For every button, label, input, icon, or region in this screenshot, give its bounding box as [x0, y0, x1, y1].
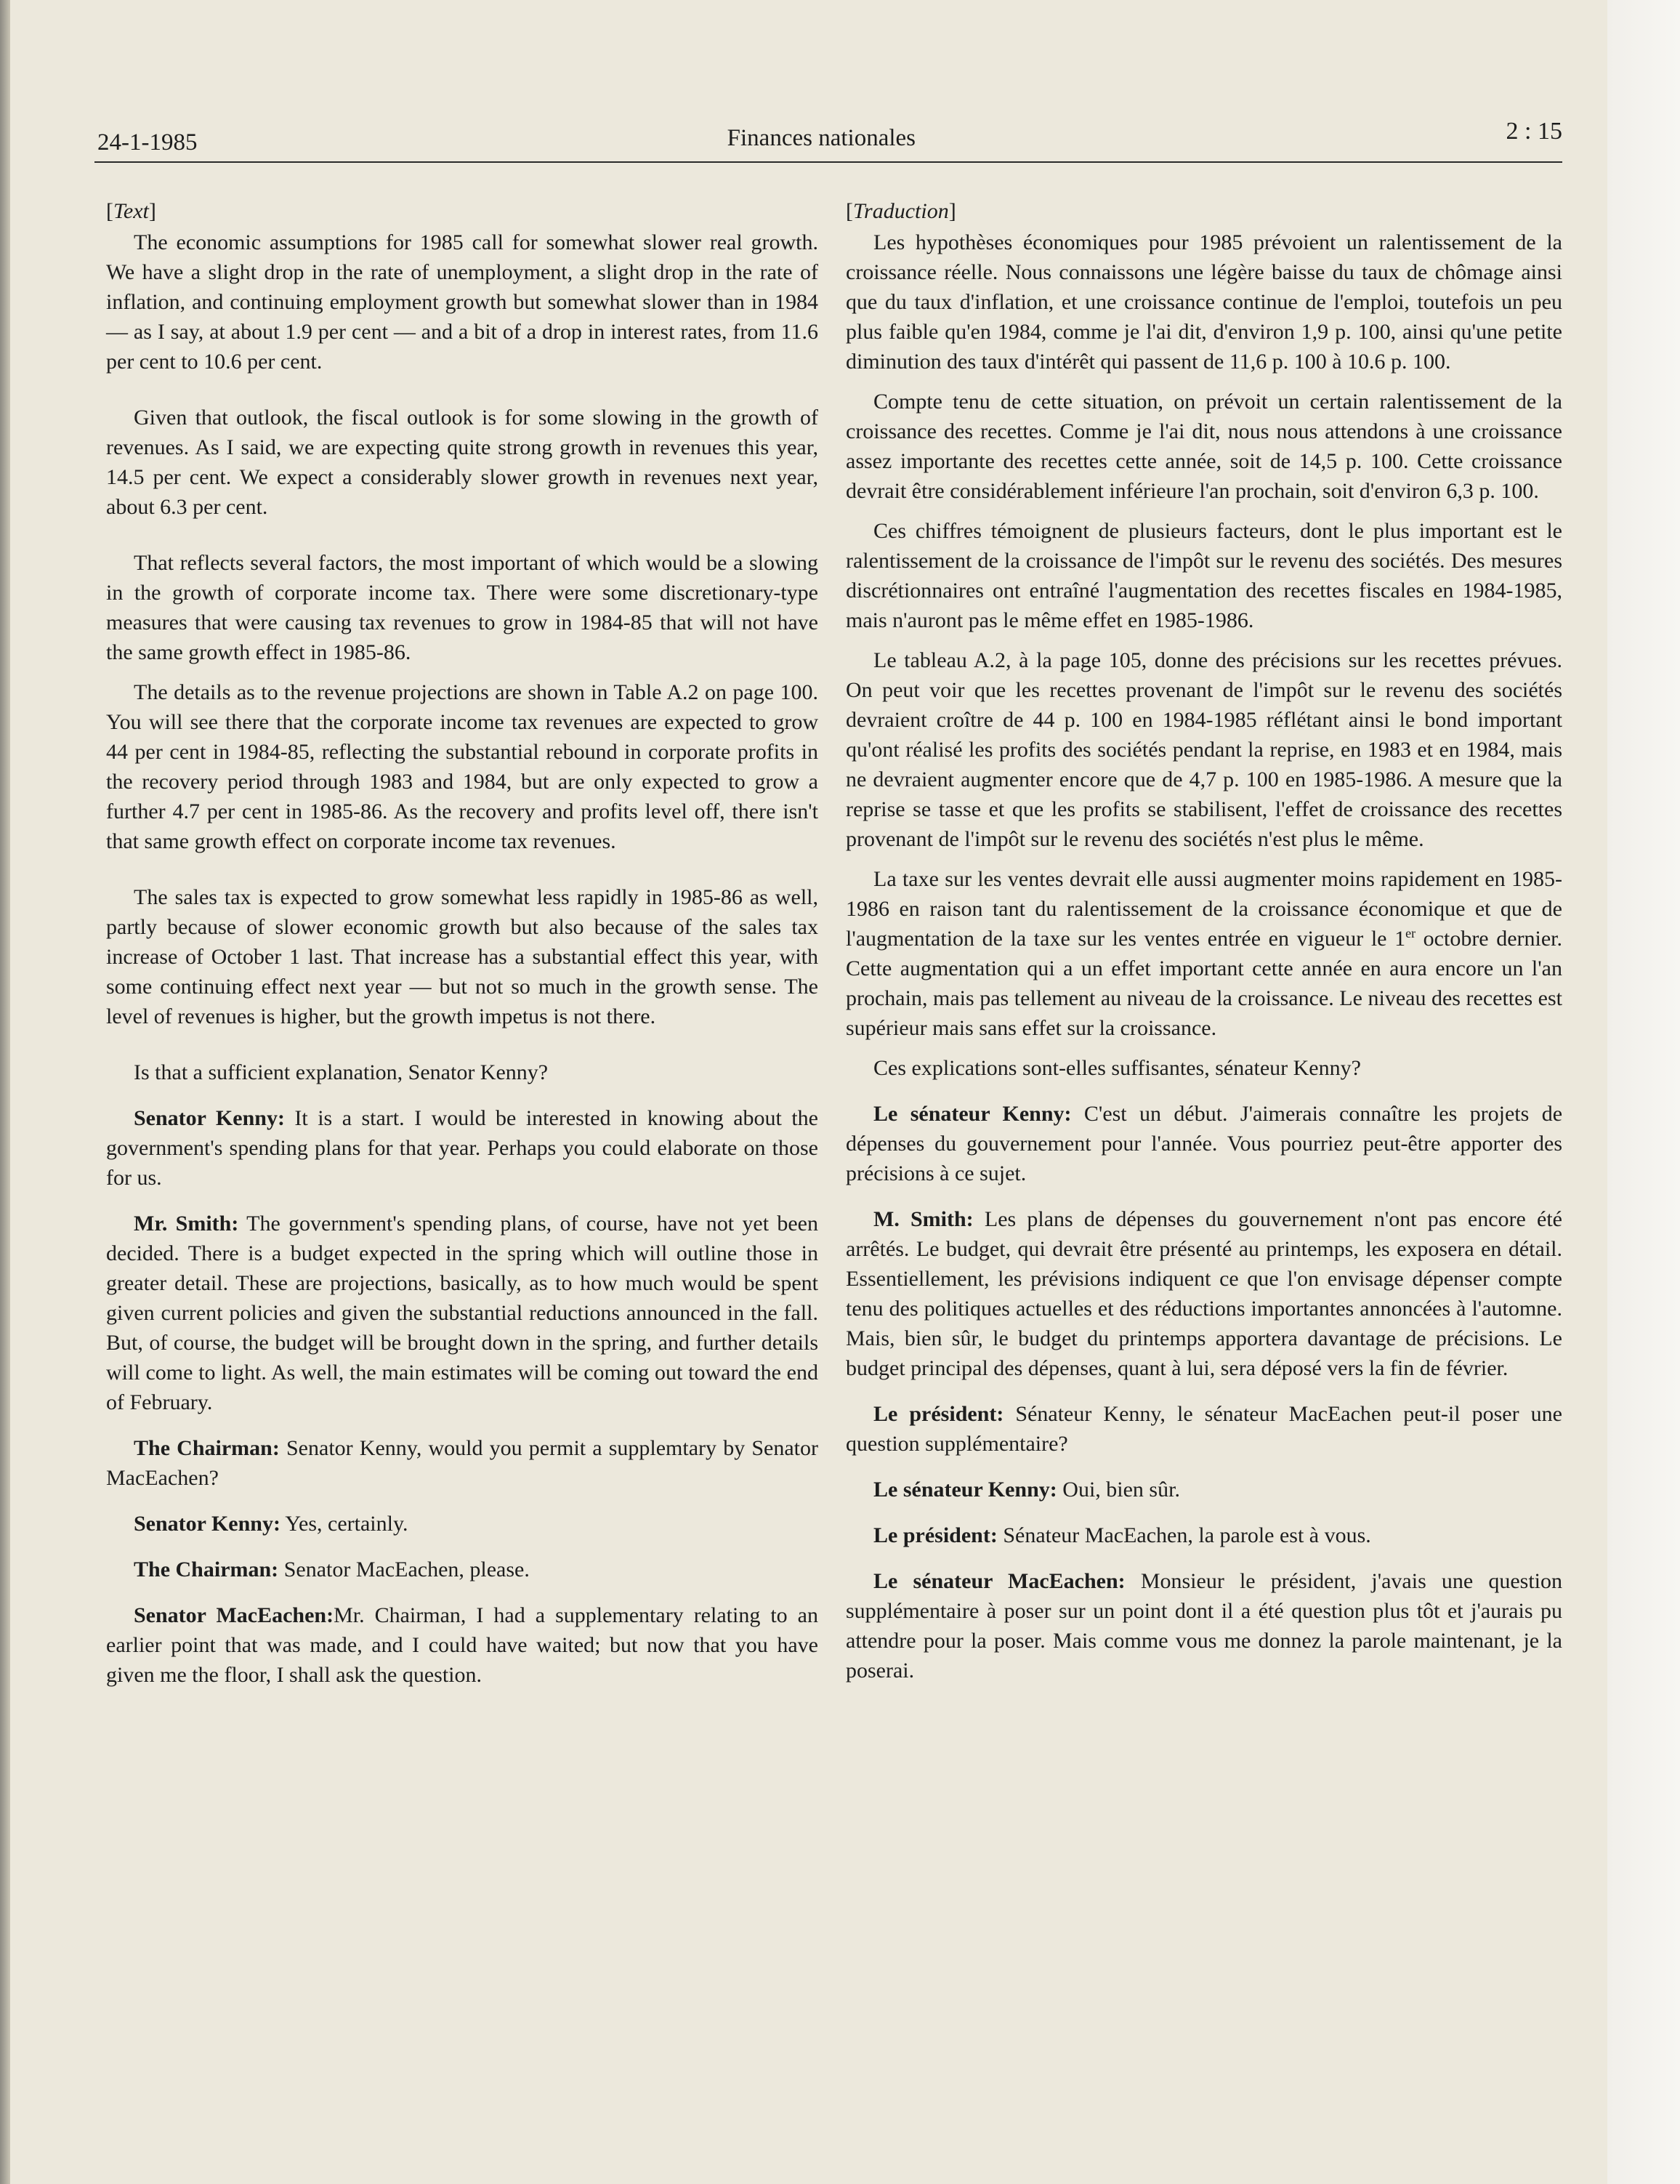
speaker-name: The Chairman: [134, 1558, 279, 1581]
speaker-text: Monsieur le président, j'avais une question supplémentaire à poser sur un point dont il a été question plus tôt et j'aurais pu attendre pour la poser. Mais comme vous me donnez la parole maintenant, je la poserai. [846, 1569, 1562, 1683]
paragraph-text: La taxe sur les ventes devrait elle aussi augmenter moins rapidement en 1985-1986 en raison tant du ralentissement de la croissance économique et que de l'augmentation de la taxe sur les ventes entrée en vigueur le 1 [846, 867, 1562, 951]
speaker-paragraph [106, 1433, 818, 1493]
speaker-name: Le président: [873, 1523, 998, 1547]
paragraph: The economic assumptions for 1985 call for somewhat slower real growth. We have a slight drop in the rate of unemployment, a slight drop in the rate of inflation, and continuing employment growth but somewhat slower than in 1984 — as I say, at about 1.9 per cent — and a bit of a drop in interest rates, from 11.6 per cent to 10.6 per cent. [106, 230, 818, 374]
page-header [87, 118, 1562, 161]
speaker-text: Les plans de dépenses du gouvernement n'ont pas encore été arrêtés. Le budget, qui devrait être présenté au printemps, les exposera en détail. Essentiellement, les prévisions indiquent ce que l'on envisage dépenser compte tenu des politiques actuelles et des réductions importantes annoncées à l'automne. Mais, bien sûr, le budget du printemps apportera davantage de précisions. Le budget principal des dépenses, quant à lui, sera déposé vers la fin de février. [846, 1207, 1562, 1380]
paragraph: Ces explications sont-elles suffisantes, sénateur Kenny? [873, 1056, 1361, 1080]
header-title: Finances nationales [727, 125, 916, 151]
speaker-paragraph [106, 1600, 818, 1690]
speaker-name: Le président: [873, 1402, 1004, 1426]
column-tag-text: Text [113, 199, 149, 223]
speaker-text: Senator Kenny, would you permit a supplemtary by Senator MacEachen? [106, 1436, 818, 1490]
paragraph: The sales tax is expected to grow somewhat less rapidly in 1985-86 as well, partly because of slower economic growth but also because of the sales tax increase of October 1 last. That increase has a substantial effect this year, with some continuing effect next year — but not so much in the growth sense. The level of revenues is higher, but the growth impetus is not there. [106, 885, 818, 1028]
column-tag-text: Traduction [853, 199, 949, 223]
scan-edge-right [1607, 0, 1680, 2184]
french-column [846, 196, 1562, 1685]
speaker-paragraph [106, 1509, 818, 1539]
speaker-paragraph [106, 1103, 818, 1193]
speaker-name: Senator MacEachen: [134, 1603, 334, 1627]
speaker-name: Le sénateur Kenny: [873, 1102, 1072, 1126]
paragraph: Le tableau A.2, à la page 105, donne des précisions sur les recettes prévues. On peut voir que les recettes provenant de l'impôt sur le revenu des sociétés devraient croître de 44 p. 100 en 1984-1985 réflétant ainsi le bond important qu'ont réalisé les profits des sociétés pendant la reprise, en 1983 et en 1984, mais ne devraient augmenter encore que de 4,7 p. 100 en 1985-1986. A mesure que la reprise se tasse et que les profits se stabilisent, l'effet de croissance des recettes provenant de l'impôt sur le revenu des sociétés n'est plus le même. [846, 648, 1562, 851]
speaker-name: The Chairman: [134, 1436, 280, 1460]
speaker-text: The government's spending plans, of course, have not yet been decided. There is a budget expected in the spring which will outline those in greater detail. These are projections, basically, as to how much would be spent given current policies and given the substantial reductions announced in the fall. But, of course, the budget will be brought down in the spring, and further details will come to light. As well, the main estimates will be coming out toward the end of February. [106, 1212, 818, 1414]
speaker-text: Sénateur Kenny, le sénateur MacEachen peut-il poser une question supplémentaire? [846, 1402, 1562, 1456]
paragraph: Given that outlook, the fiscal outlook is for some slowing in the growth of revenues. As I said, we are expecting quite strong growth in revenues this year, 14.5 per cent. We expect a considerably slower growth in revenues next year, about 6.3 per cent. [106, 406, 818, 519]
speaker-text: C'est un début. J'aimerais connaître les projets de dépenses du gouvernement pour l'année. Vous pourriez peut-être apporter des précisions à ce sujet. [846, 1102, 1563, 1185]
header-rule [94, 161, 1562, 163]
speaker-name: Le sénateur MacEachen: [873, 1569, 1126, 1593]
speaker-name: Le sénateur Kenny: [873, 1478, 1057, 1502]
speaker-text: Oui, bien sûr. [1057, 1478, 1180, 1502]
paragraph: Is that a sufficient explanation, Senator Kenny? [134, 1060, 549, 1084]
speaker-text: It is a start. I would be interested in knowing about the government's spending plans for that year. Perhaps you could elaborate on those for us. [106, 1106, 818, 1190]
speaker-name: M. Smith: [873, 1207, 974, 1231]
speaker-paragraph [106, 1555, 818, 1584]
column-tag: [Traduction] [846, 199, 956, 223]
scan-edge-left [0, 0, 10, 2184]
speaker-paragraph [846, 1475, 1562, 1504]
speaker-paragraph [846, 1204, 1562, 1383]
speaker-text: Yes, certainly. [280, 1512, 408, 1536]
speaker-paragraph [846, 1099, 1562, 1188]
speaker-paragraph [846, 1520, 1562, 1550]
speaker-name: Senator Kenny: [134, 1512, 280, 1536]
speaker-name: Senator Kenny: [134, 1106, 285, 1130]
english-column [106, 196, 818, 1690]
speaker-text: Sénateur MacEachen, la parole est à vous. [997, 1523, 1371, 1547]
speaker-name: Mr. Smith: [134, 1212, 239, 1236]
header-page-number: 2 : 15 [1506, 118, 1562, 145]
speaker-paragraph [846, 1399, 1562, 1459]
paragraph [846, 864, 1562, 1043]
speaker-paragraph [846, 1566, 1562, 1685]
paragraph: Compte tenu de cette situation, on prévoit un certain ralentissement de la croissance des recettes. Comme je l'ai dit, nous nous attendons à une croissance assez importante des recettes cette année, soit de 14,5 p. 100. Cette croissance devrait être considérablement inférieure l'an prochain, soit d'environ 6,3 p. 100. [846, 390, 1562, 503]
speaker-paragraph [106, 1209, 818, 1417]
speaker-text: Senator MacEachen, please. [278, 1558, 530, 1581]
superscript: er [1405, 926, 1416, 940]
column-tag: [Text] [106, 199, 156, 223]
header-date: 24-1-1985 [97, 129, 198, 156]
paragraph: Les hypothèses économiques pour 1985 prévoient un ralentissement de la croissance réelle. Nous connaissons une légère baisse du taux de chômage ainsi que du taux d'inflation, et une croissance continue de l'emploi, toutefois un peu plus faible qu'en 1984, comme je l'ai dit, d'environ 1,9 p. 100, ainsi qu'une petite diminution des taux d'intérêt qui passent de 11,6 p. 100 à 10.6 p. 100. [846, 230, 1562, 374]
paragraph: The details as to the revenue projections are shown in Table A.2 on page 100. You will see there that the corporate income tax revenues are expected to grow 44 per cent in 1984-85, reflecting the substantial rebound in corporate profits in the recovery period through 1983 and 1984, but are only expected to grow a further 4.7 per cent in 1985-86. As the recovery and profits level off, there isn't that same growth effect on corporate income tax revenues. [106, 680, 818, 853]
paragraph: That reflects several factors, the most important of which would be a slowing in the growth of corporate income tax. There were some discretionary-type measures that were causing tax revenues to grow in 1984-85 that will not have the same growth effect in 1985-86. [106, 551, 818, 664]
paragraph-text: octobre dernier. Cette augmentation qui a un effet important cette année en aura encore un l'an prochain, mais pas tellement au niveau de la croissance. Le niveau des recettes est supérieur mais sans effet sur la croissance. [846, 927, 1563, 1040]
speaker-text: Mr. Chairman, I had a supplementary relating to an earlier point that was made, and I could have waited; but now that you have given me the floor, I shall ask the question. [106, 1603, 818, 1687]
paragraph: Ces chiffres témoignent de plusieurs facteurs, dont le plus important est le ralentissement de la croissance de l'impôt sur le revenu des sociétés. Des mesures discrétionnaires ont entraîné l'augmentation des recettes fiscales en 1984-1985, mais n'auront pas le même effet en 1985-1986. [846, 519, 1562, 632]
